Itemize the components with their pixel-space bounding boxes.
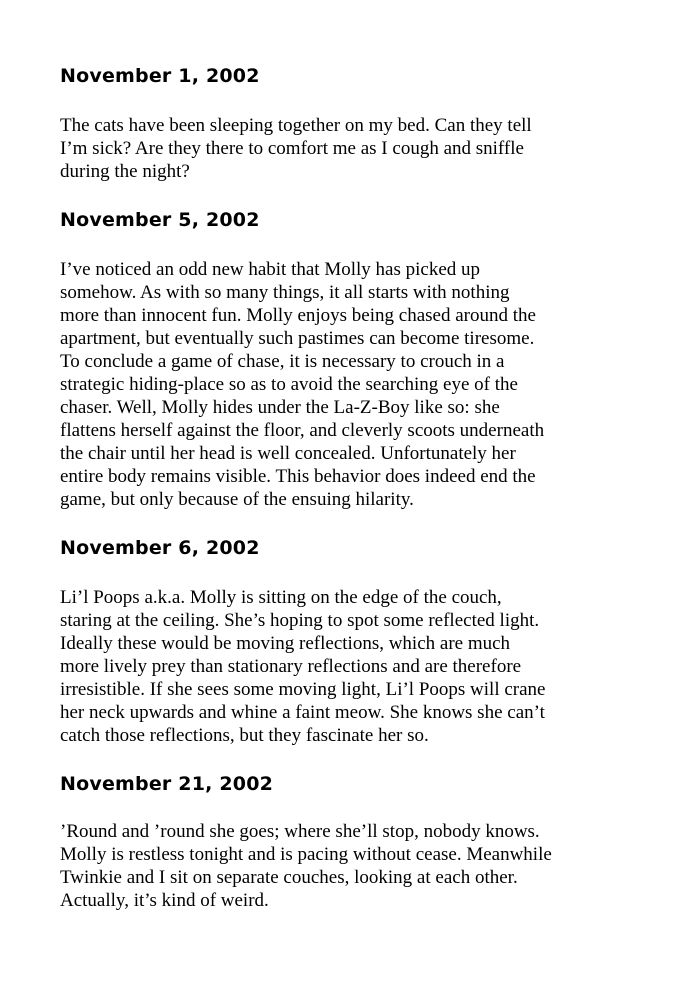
diary-entry (60, 208, 590, 510)
text-line: Li’l Poops a.k.a. Molly is sitting on the edge of the couch, (60, 587, 502, 608)
text-line: catch those reflections, but they fascinate her so. (60, 725, 429, 746)
diary-entry (60, 772, 590, 911)
entry-date: November 5, 2002 (60, 209, 260, 231)
text-line: Actually, it’s kind of weird. (60, 890, 269, 911)
text-line: The cats have been sleeping together on my bed. Can they tell (60, 115, 532, 136)
entry-date: November 1, 2002 (60, 65, 260, 87)
text-line: irresistible. If she sees some moving light, Li’l Poops will crane (60, 679, 546, 700)
entry-text (60, 258, 544, 511)
entry-date: November 21, 2002 (60, 773, 274, 795)
entry-text (60, 114, 532, 183)
text-line: during the night? (60, 161, 190, 182)
text-line: somehow. As with so many things, it all starts with nothing (60, 282, 510, 303)
text-line: ’Round and ’round she goes; where she’ll stop, nobody knows. (60, 821, 540, 842)
diary-entry (60, 64, 590, 182)
text-line: strategic hiding-place so as to avoid the searching eye of the (60, 374, 518, 395)
entry-text (60, 586, 545, 747)
text-line: flattens herself against the floor, and cleverly scoots underneath (60, 420, 545, 441)
text-line: I’ve noticed an odd new habit that Molly has picked up (60, 259, 481, 280)
text-line: chaser. Well, Molly hides under the La-Z-Boy like so: she (60, 397, 500, 418)
text-line: I’m sick? Are they there to comfort me as I cough and sniffle (60, 138, 524, 159)
text-line: apartment, but eventually such pastimes can become tiresome. (60, 328, 535, 349)
text-line: entire body remains visible. This behavior does indeed end the (60, 466, 536, 487)
entry-date: November 6, 2002 (60, 537, 260, 559)
text-line: more lively prey than stationary reflections and are therefore (60, 656, 522, 677)
text-line: her neck upwards and whine a faint meow. She knows she can’t (60, 702, 545, 723)
entry-text (60, 820, 552, 912)
diary-entry (60, 536, 590, 746)
text-line: Ideally these would be moving reflections, which are much (60, 633, 511, 654)
text-line: more than innocent fun. Molly enjoys being chased around the (60, 305, 536, 326)
text-line: the chair until her head is well concealed. Unfortunately her (60, 443, 516, 464)
text-line: staring at the ceiling. She’s hoping to spot some reflected light. (60, 610, 540, 631)
text-line: game, but only because of the ensuing hilarity. (60, 489, 414, 510)
text-line: To conclude a game of chase, it is necessary to crouch in a (60, 351, 505, 372)
text-line: Molly is restless tonight and is pacing without cease. Meanwhile (60, 844, 552, 865)
text-line: Twinkie and I sit on separate couches, looking at each other. (60, 867, 518, 888)
